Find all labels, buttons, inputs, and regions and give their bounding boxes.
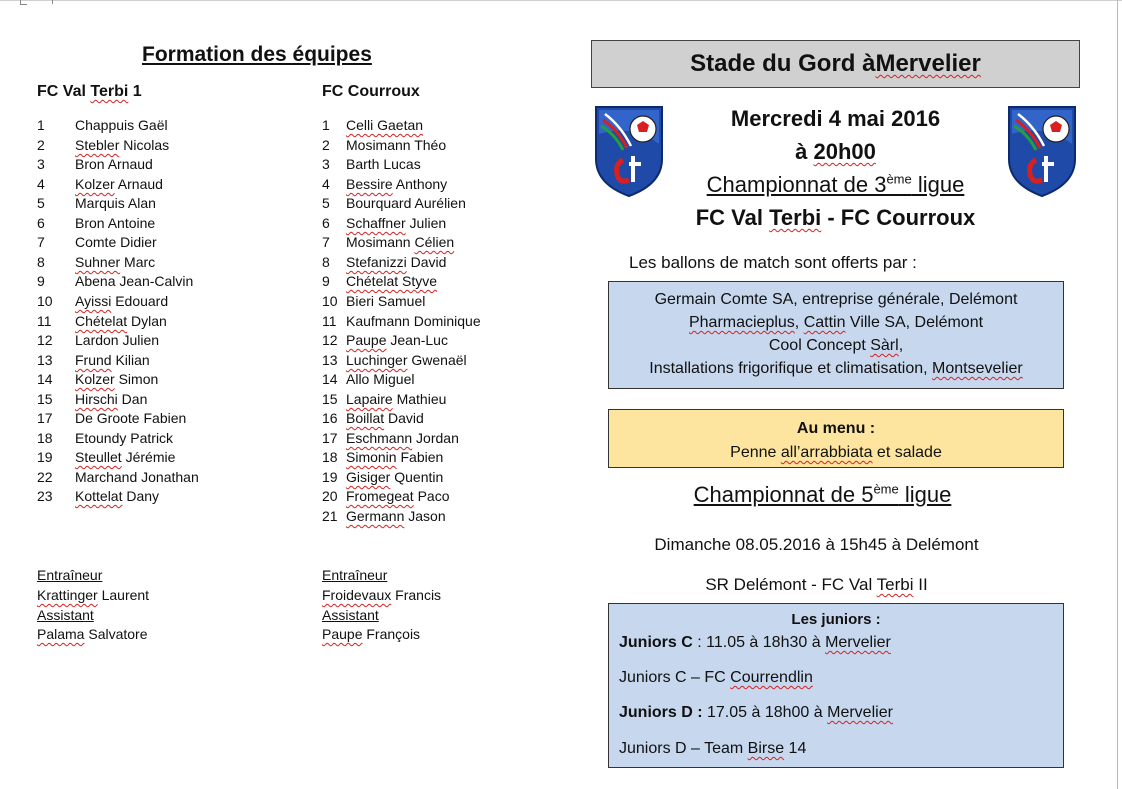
player-number: 14 bbox=[322, 371, 338, 387]
player-name: Bron Antoine bbox=[75, 215, 156, 231]
player-name: Kottelat Dany bbox=[75, 488, 160, 504]
juniors-box bbox=[608, 603, 1064, 768]
player-name: Etoundy Patrick bbox=[75, 430, 174, 446]
player-number: 2 bbox=[322, 137, 330, 153]
menu-dish: Penne all’arrabbiata et salade bbox=[730, 444, 942, 461]
crop-mark bbox=[52, 0, 59, 4]
player-number: 2 bbox=[37, 137, 45, 153]
player-number: 21 bbox=[322, 508, 338, 524]
championship-3-title: Championnat de 3ème ligue bbox=[706, 172, 965, 198]
player-name: Mosimann Théo bbox=[346, 137, 447, 153]
player-number: 20 bbox=[322, 488, 338, 504]
player-name: Lardon Julien bbox=[75, 332, 160, 348]
player-name: De Groote Fabien bbox=[75, 410, 187, 426]
player-number: 10 bbox=[37, 293, 53, 309]
coach-label: Entraîneur bbox=[37, 567, 103, 583]
team-title-val-terbi: FC Val Terbi 1 bbox=[37, 83, 142, 100]
player-name: Kaufmann Dominique bbox=[346, 313, 481, 329]
stadium-banner: Stade du Gord à Mervelier bbox=[591, 40, 1080, 88]
match-time: à 20h00 bbox=[795, 139, 876, 164]
player-number: 14 bbox=[37, 371, 53, 387]
sponsor-line: Cool Concept Sàrl, bbox=[768, 337, 904, 354]
player-number: 16 bbox=[322, 410, 338, 426]
menu-title: Au menu : bbox=[796, 420, 876, 437]
player-name: Mosimann Célien bbox=[346, 234, 455, 250]
player-name: Ayissi Edouard bbox=[75, 293, 169, 309]
page-right-edge bbox=[1117, 0, 1118, 789]
player-number: 8 bbox=[322, 254, 330, 270]
coach-label: Entraîneur bbox=[322, 567, 388, 583]
player-name: Simonin Fabien bbox=[346, 449, 444, 465]
match-5-teams: SR Delémont - FC Val Terbi II bbox=[705, 575, 928, 594]
player-number: 8 bbox=[37, 254, 45, 270]
player-number: 19 bbox=[37, 449, 53, 465]
player-name: Schaffner Julien bbox=[346, 215, 447, 231]
player-number: 10 bbox=[322, 293, 338, 309]
match-teams: FC Val Terbi - FC Courroux bbox=[695, 205, 976, 230]
player-name: Celli Gaetan bbox=[346, 117, 424, 133]
player-number: 7 bbox=[37, 234, 45, 250]
player-name: Lapaire Mathieu bbox=[346, 391, 447, 407]
player-name: Marchand Jonathan bbox=[75, 469, 199, 485]
player-name: Bron Arnaud bbox=[75, 156, 153, 172]
assistant-name: Paupe François bbox=[322, 626, 421, 642]
player-number: 5 bbox=[37, 195, 45, 211]
page-top-edge bbox=[0, 0, 1122, 1]
crop-mark bbox=[20, 0, 27, 5]
player-name: Allo Miguel bbox=[346, 371, 415, 387]
assistant-label: Assistant bbox=[37, 607, 94, 623]
player-name: Chappuis Gaël bbox=[75, 117, 168, 133]
sponsors-box bbox=[608, 281, 1064, 389]
player-number: 3 bbox=[322, 156, 330, 172]
player-number: 15 bbox=[322, 391, 338, 407]
player-number: 11 bbox=[37, 313, 52, 329]
coach-name: Froidevaux Francis bbox=[322, 587, 442, 603]
player-number: 6 bbox=[322, 215, 330, 231]
player-number: 18 bbox=[37, 430, 53, 446]
player-number: 4 bbox=[322, 176, 330, 192]
player-number: 1 bbox=[37, 117, 45, 133]
player-number: 12 bbox=[322, 332, 338, 348]
player-name: Bessire Anthony bbox=[346, 176, 448, 192]
player-number: 9 bbox=[37, 273, 45, 289]
player-number: 19 bbox=[322, 469, 338, 485]
player-name: Eschmann Jordan bbox=[346, 430, 459, 446]
player-name: Comte Didier bbox=[75, 234, 157, 250]
player-number: 17 bbox=[37, 410, 53, 426]
juniors-c-match: Juniors C – FC Courrendlin bbox=[619, 669, 813, 686]
sponsor-line: Germain Comte SA, entreprise générale, Delémont bbox=[654, 291, 1018, 308]
player-number: 11 bbox=[322, 313, 337, 329]
player-name: Chételat Dylan bbox=[75, 313, 167, 329]
juniors-d-date: Juniors D : 17.05 à 18h00 à Mervelier bbox=[619, 704, 893, 721]
player-number: 7 bbox=[322, 234, 330, 250]
player-name: Fromegeat Paco bbox=[346, 488, 450, 504]
player-number: 3 bbox=[37, 156, 45, 172]
player-number: 12 bbox=[37, 332, 53, 348]
player-name: Germann Jason bbox=[346, 508, 446, 524]
assistant-name: Palama Salvatore bbox=[37, 626, 148, 642]
player-name: Steullet Jérémie bbox=[75, 449, 176, 465]
sponsor-line: Installations frigorifique et climatisation, Montsevelier bbox=[649, 360, 1023, 377]
juniors-d-match: Juniors D – Team Birse 14 bbox=[619, 740, 807, 757]
player-number: 17 bbox=[322, 430, 338, 446]
player-name: Barth Lucas bbox=[346, 156, 421, 172]
match-date: Mercredi 4 mai 2016 bbox=[730, 106, 941, 131]
player-name: Gisiger Quentin bbox=[346, 469, 444, 485]
player-name: Suhner Marc bbox=[75, 254, 156, 270]
player-number: 1 bbox=[322, 117, 330, 133]
assistant-label: Assistant bbox=[322, 607, 379, 623]
player-name: Marquis Alan bbox=[75, 195, 156, 211]
sponsor-line: Pharmacieplus, Cattin Ville SA, Delémont bbox=[688, 314, 984, 331]
player-name: Abena Jean-Calvin bbox=[75, 273, 194, 289]
player-number: 4 bbox=[37, 176, 45, 192]
sponsors-intro: Les ballons de match sont offerts par : bbox=[629, 253, 917, 272]
player-number: 13 bbox=[37, 352, 53, 368]
juniors-c-date: Juniors C : 11.05 à 18h30 à Mervelier bbox=[619, 634, 891, 651]
player-name: Bourquard Aurélien bbox=[346, 195, 466, 211]
menu-box bbox=[608, 409, 1064, 468]
player-number: 9 bbox=[322, 273, 330, 289]
player-number: 18 bbox=[322, 449, 338, 465]
match-5-date: Dimanche 08.05.2016 à 15h45 à Delémont bbox=[654, 535, 979, 554]
player-name: Stefanizzi David bbox=[346, 254, 447, 270]
player-name: Stebler Nicolas bbox=[75, 137, 170, 153]
player-name: Boillat David bbox=[346, 410, 424, 426]
player-name: Luchinger Gwenaël bbox=[346, 352, 467, 368]
player-number: 5 bbox=[322, 195, 330, 211]
player-name: Bieri Samuel bbox=[346, 293, 426, 309]
championship-5-title: Championnat de 5ème ligue bbox=[693, 482, 952, 508]
player-number: 13 bbox=[322, 352, 338, 368]
player-name: Chételat Styve bbox=[346, 273, 438, 289]
player-name: Frund Kilian bbox=[75, 352, 150, 368]
coach-name: Krattinger Laurent bbox=[37, 587, 150, 603]
player-number: 15 bbox=[37, 391, 53, 407]
player-name: Kolzer Arnaud bbox=[75, 176, 163, 192]
page-title: Formation des équipes bbox=[142, 43, 372, 66]
player-number: 6 bbox=[37, 215, 45, 231]
juniors-title: Les juniors : bbox=[791, 611, 881, 628]
team-title-courroux: FC Courroux bbox=[322, 83, 420, 100]
player-name: Paupe Jean-Luc bbox=[346, 332, 448, 348]
player-name: Kolzer Simon bbox=[75, 371, 159, 387]
player-number: 23 bbox=[37, 488, 53, 504]
player-name: Hirschi Dan bbox=[75, 391, 148, 407]
player-number: 22 bbox=[37, 469, 53, 485]
